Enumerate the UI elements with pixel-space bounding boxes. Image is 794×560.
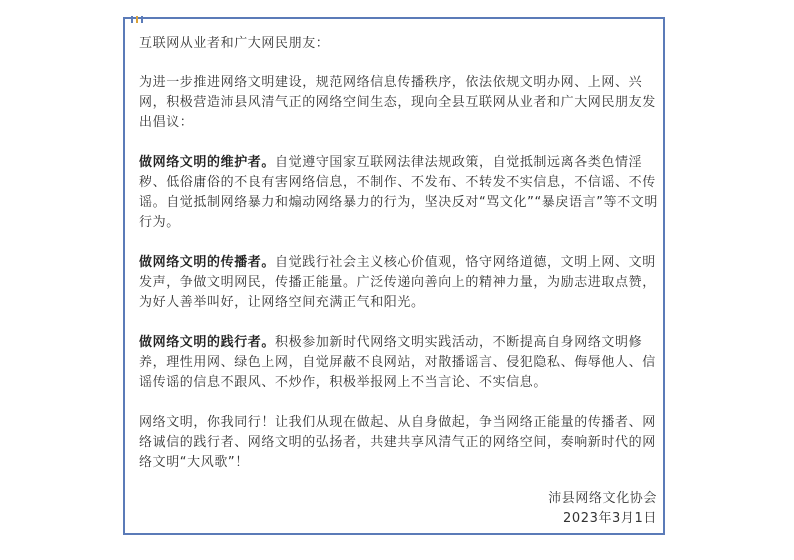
section-lead: 做网络文明的维护者。 [139,155,276,170]
letter-greeting: 互联网从业者和广大网民朋友： [139,36,330,51]
section-spreader [139,253,661,313]
section-lead: 做网络文明的传播者。 [139,255,276,270]
section-body: 积极参加新时代网络文明实践活动，不断提高自身网络文明修养，理性用网、绿色上网，自觉屏蔽不良网站，对散播谣言、侵犯隐私、侮辱他人、信谣传谣的信息不跟风、不炒作，积极举报网上不当言论、不实信息。 [139,335,656,390]
signature-date: 2023年3月1日 [562,511,657,526]
letter-signature [548,489,657,529]
section-practitioner [139,333,661,393]
section-body: 自觉践行社会主义核心价值观，恪守网络道德，文明上网、文明发声，争做文明网民，传播正能量。广泛传递向善向上的精神力量，为励志进取点赞，为好人善举叫好，让网络空间充满正气和阳光。 [139,255,656,310]
signature-organization: 沛县网络文化协会 [548,491,657,506]
letter-frame [123,17,665,535]
frame-top-border [125,17,663,19]
corner-decoration-icon [131,16,145,23]
section-lead: 做网络文明的践行者。 [139,335,276,350]
section-maintainer [139,153,661,233]
section-body: 自觉遵守国家互联网法律法规政策，自觉抵制远离各类色情淫秽、低俗庸俗的不良有害网络信息，不制作、不发布、不转发不实信息，不信谣、不传谣。自觉抵制网络暴力和煽动网络暴力的行为，坚决反对“骂文化”“暴戾语言”等不文明行为。 [139,155,658,230]
letter-closing: 网络文明，你我同行！让我们从现在做起、从自身做起，争当网络正能量的传播者、网络诚信的践行者、网络文明的弘扬者，共建共享风清气正的网络空间，奏响新时代的网络文明“大风歌”！ [139,415,656,470]
letter-intro: 为进一步推进网络文明建设，规范网络信息传播秩序，依法依规文明办网、上网、兴网，积极营造沛县风清气正的网络空间生态，现向全县互联网从业者和广大网民朋友发出倡议： [139,75,656,130]
letter-body [139,34,661,493]
